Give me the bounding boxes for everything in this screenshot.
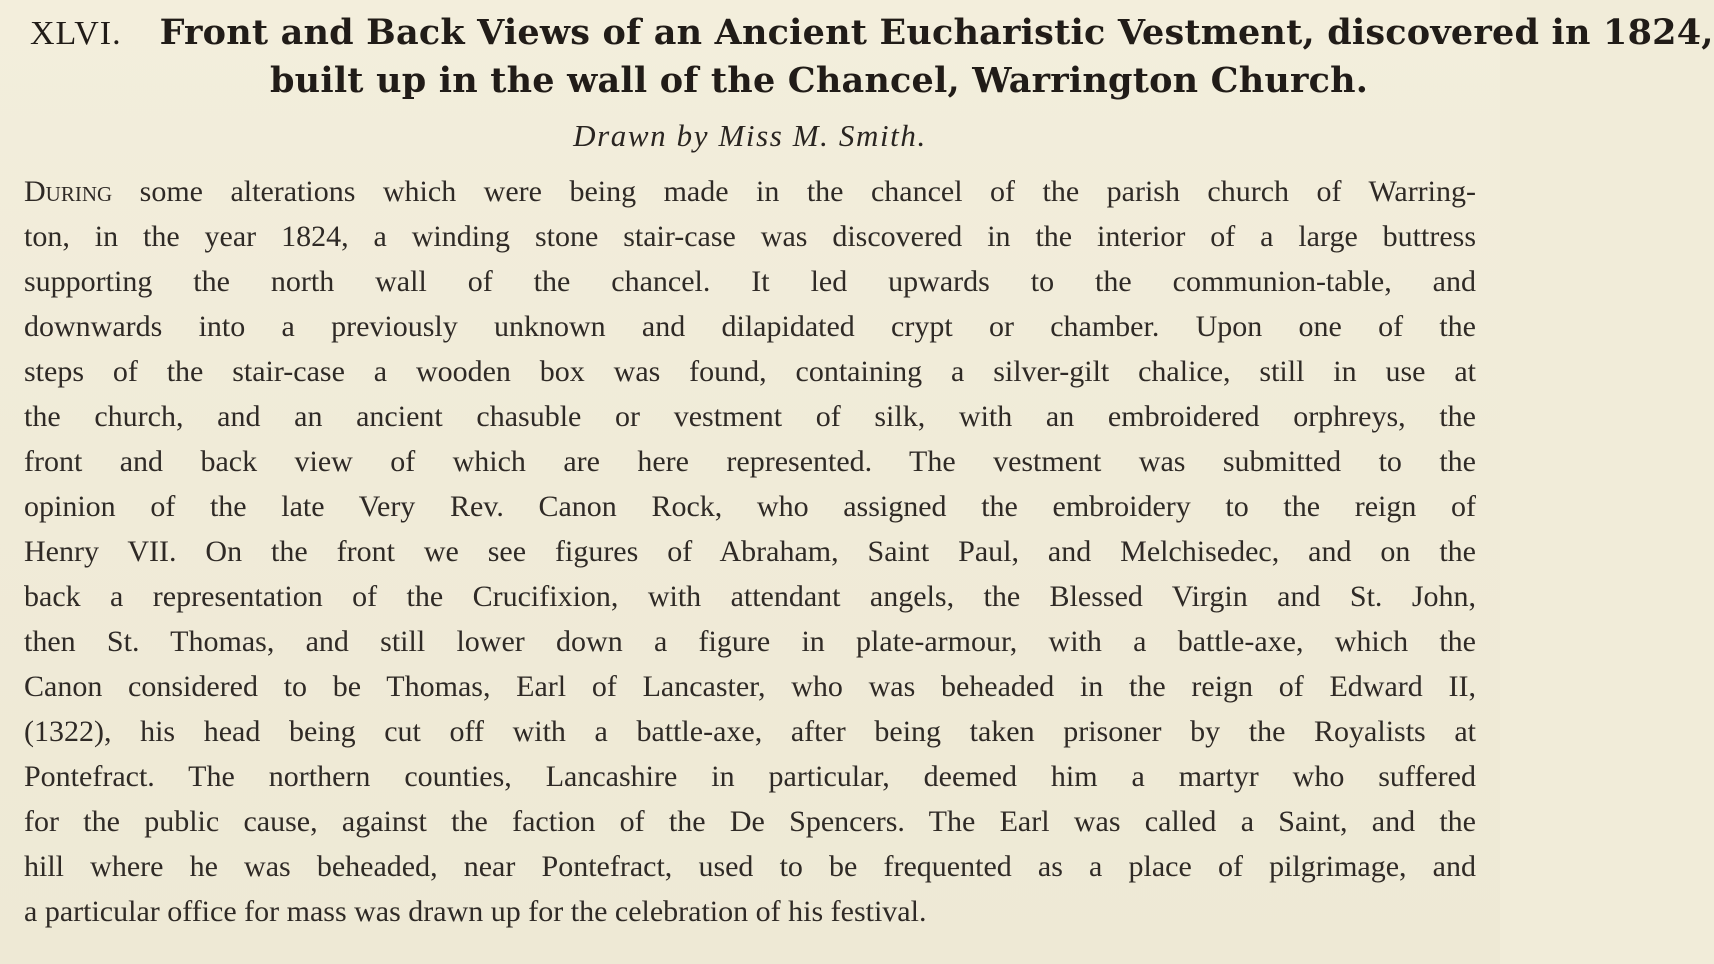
title-line-1 bbox=[30, 12, 1714, 53]
title-line-2 bbox=[270, 60, 1368, 101]
body-line-3: supporting the north wall of the chancel. It led upwards to the communion-table, and bbox=[24, 265, 1476, 298]
body-line-9: Henry VII. On the front we see figures of Abraham, Saint Paul, and Melchisedec, and on the bbox=[24, 535, 1476, 568]
artist-credit bbox=[0, 118, 1500, 154]
drop-cap-word: During bbox=[24, 175, 113, 208]
body-line-11: then St. Thomas, and still lower down a figure in plate-armour, with a battle-axe, which the bbox=[24, 625, 1476, 658]
body-line-13: (1322), his head being cut off with a battle-axe, after being taken prisoner by the Royalists at bbox=[24, 715, 1476, 748]
body-line-4: downwards into a previously unknown and dilapidated crypt or chamber. Upon one of the bbox=[24, 310, 1476, 343]
body-line-6: the church, and an ancient chasuble or vestment of silk, with an embroidered orphreys, the bbox=[24, 400, 1476, 433]
body-line-16: hill where he was beheaded, near Pontefract, used to be frequented as a place of pilgrimage, and bbox=[24, 850, 1476, 883]
body-line-2: ton, in the year 1824, a winding stone stair-case was discovered in the interior of a large buttress bbox=[24, 220, 1476, 253]
body-line-15: for the public cause, against the faction of the De Spencers. The Earl was called a Saint, and the bbox=[24, 805, 1476, 838]
title-text-2: built up in the wall of the Chancel, Warrington Church. bbox=[270, 60, 1369, 101]
body-line-14: Pontefract. The northern counties, Lancashire in particular, deemed him a martyr who suffered bbox=[24, 760, 1476, 793]
body-line-12: Canon considered to be Thomas, Earl of Lancaster, who was beheaded in the reign of Edward II, bbox=[24, 670, 1476, 703]
body-line-1-text: some alterations which were being made in the chancel of the parish church of Warring- bbox=[112, 175, 1476, 208]
body-line-8: opinion of the late Very Rev. Canon Rock, who assigned the embroidery to the reign of bbox=[24, 490, 1476, 523]
title-text-1: Front and Back Views of an Ancient Eucharistic Vestment, discovered in 1824, bbox=[159, 12, 1714, 53]
body-line-17: a particular office for mass was drawn up for the celebration of his festival. bbox=[24, 895, 927, 928]
body-line-10: back a representation of the Crucifixion, with attendant angels, the Blessed Virgin and St. John, bbox=[24, 580, 1476, 613]
credit-text: Drawn by Miss M. Smith. bbox=[573, 118, 927, 153]
plate-number: XLVI. bbox=[30, 15, 122, 52]
body-line-1 bbox=[24, 172, 1476, 212]
body-line-5: steps of the stair-case a wooden box was found, containing a silver-gilt chalice, still in use at bbox=[24, 355, 1476, 388]
body-line-7: front and back view of which are here represented. The vestment was submitted to the bbox=[24, 445, 1476, 478]
